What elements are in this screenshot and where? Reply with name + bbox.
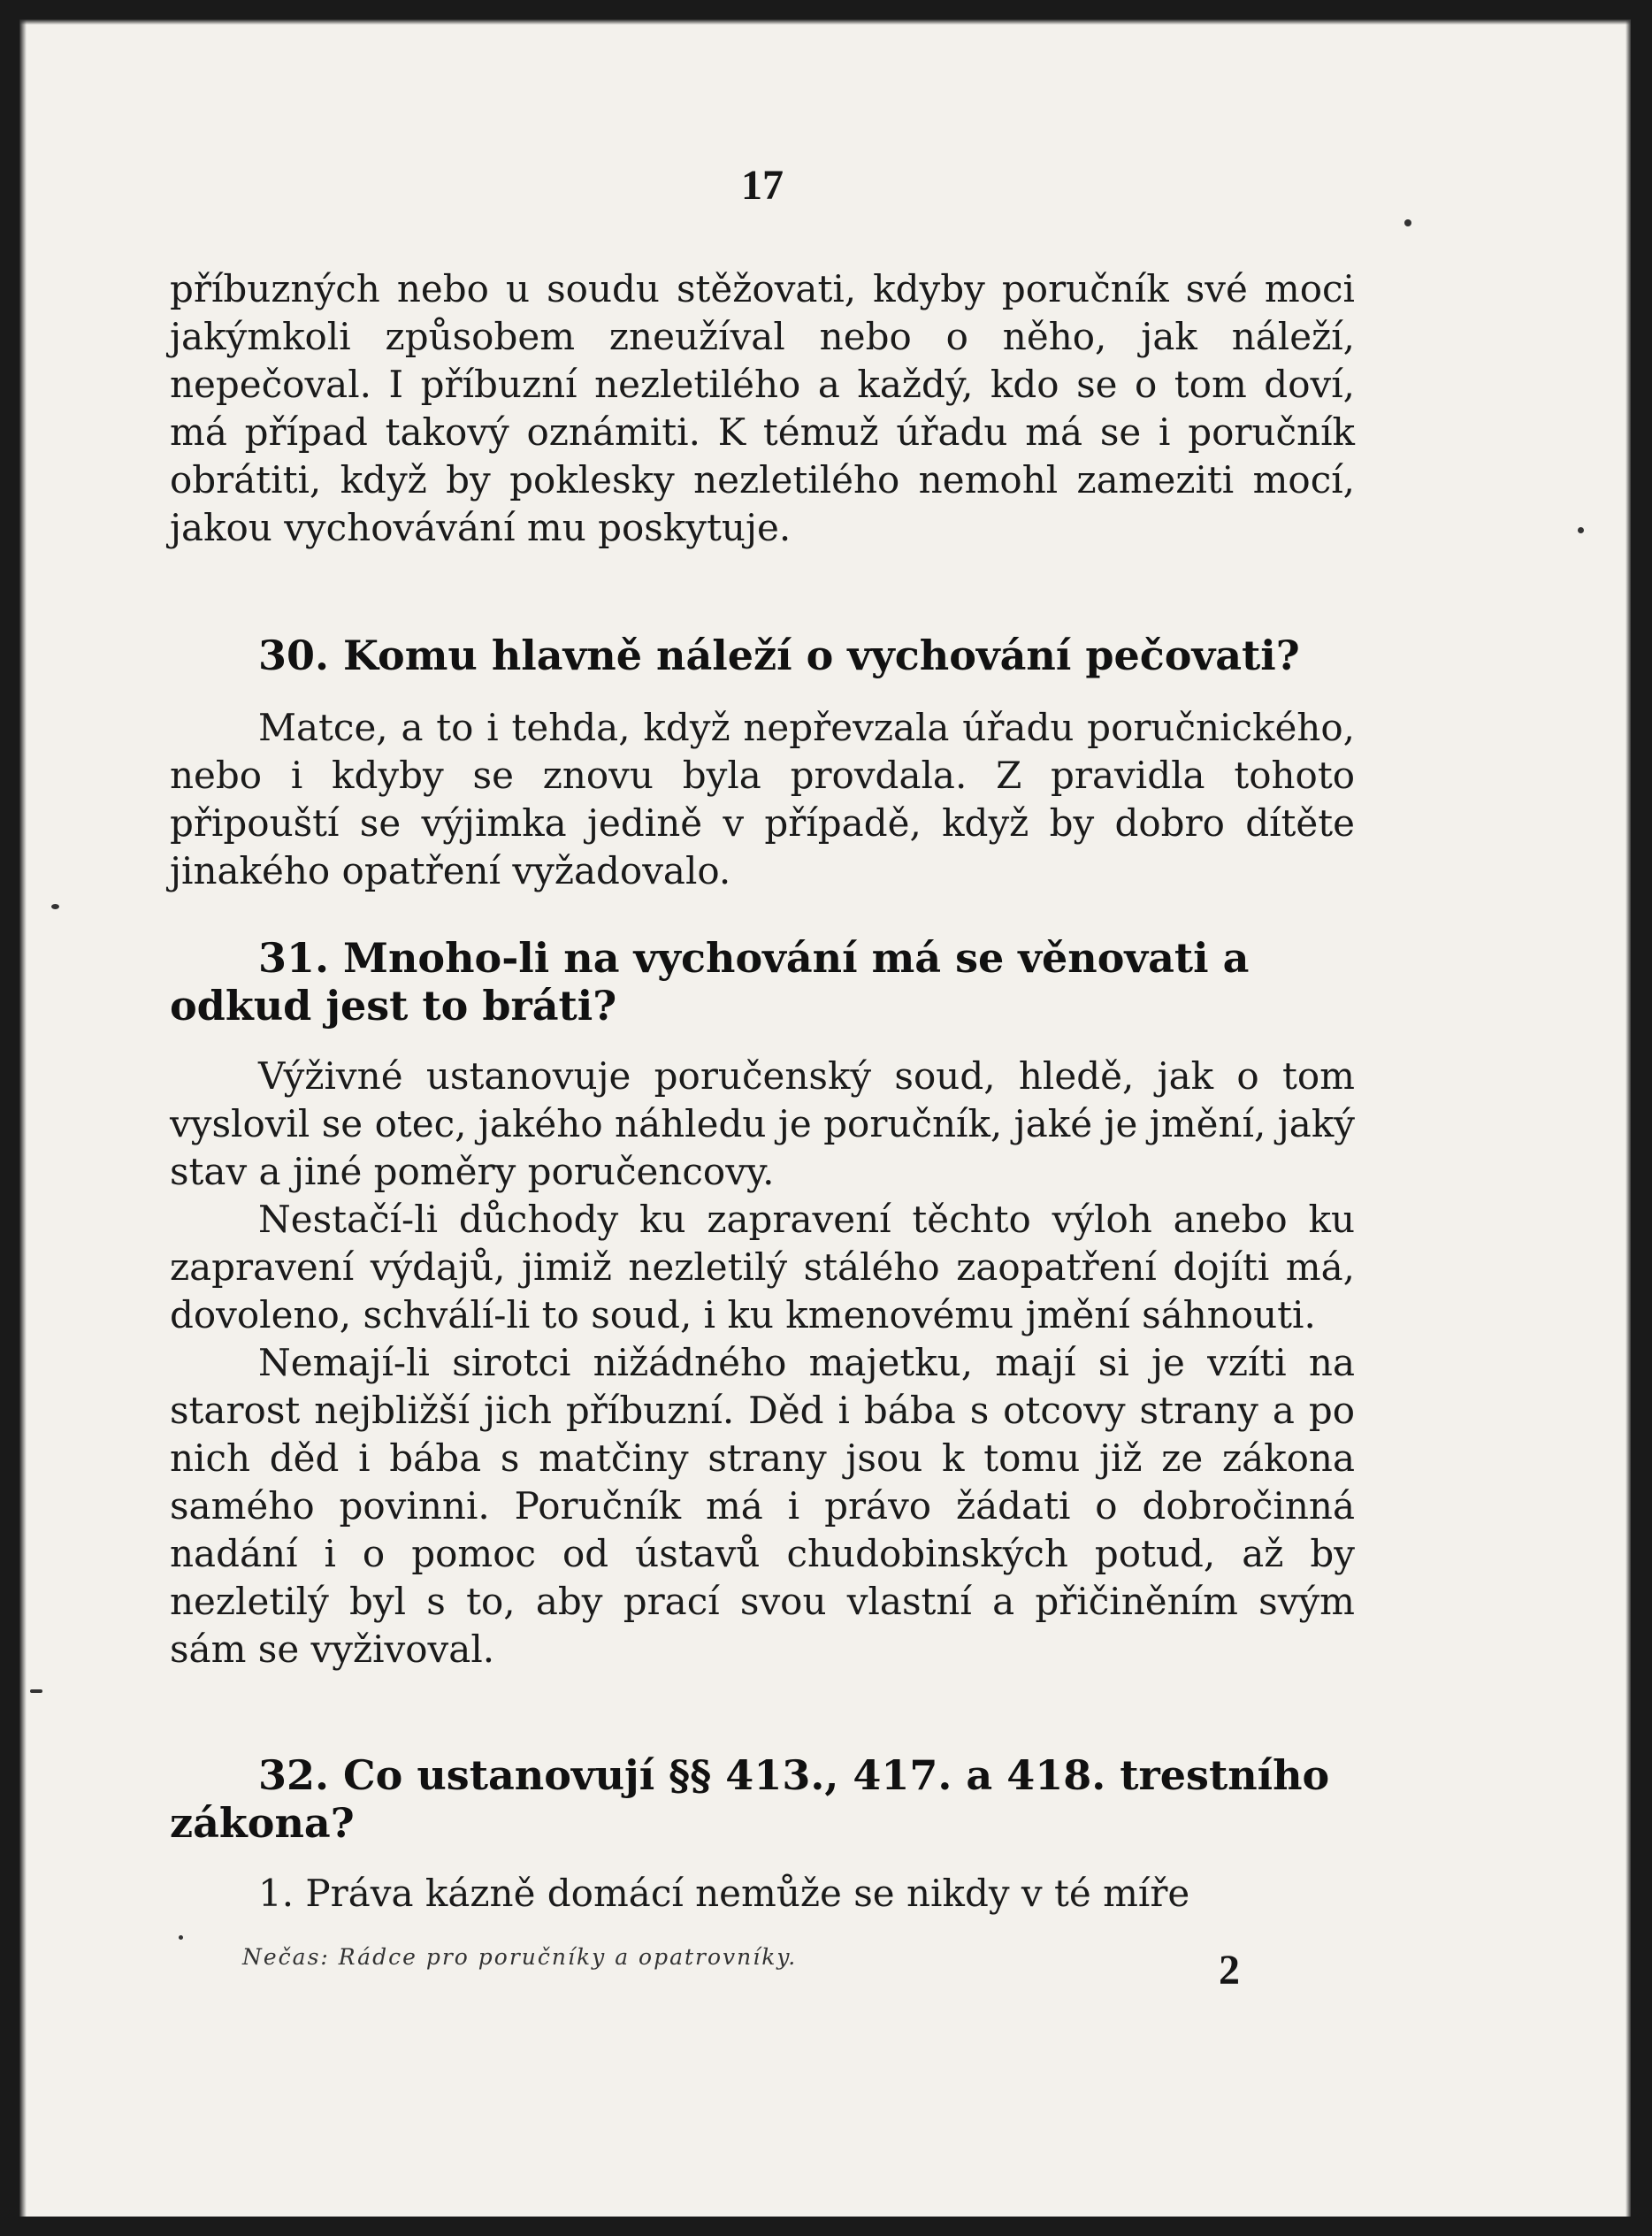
question-32-answer [170,1870,1355,1918]
question-30-answer-text: Matce, a to i tehda, když nepřevzala úřadu poručnického, nebo i kdyby se znovu byla provdala. Z pravidla tohoto připouští se výjimka jedině v případě, když by dobro dítěte jinakého opatření vyžadovalo. [170,706,1355,892]
continuation-text: příbuzných nebo u soudu stěžovati, kdyby poručník své moci jakýmkoli způsobem zneužíval nebo o něho, jak náleží, nepečoval. I příbuzní nezletilého a každý, kdo se o tom doví, má případ takový oznámiti. K témuž úřadu má se i poručník obrátiti, když by poklesky nezletilého nemohl zameziti mocí, jakou vychovávání mu poskytuje. [170,267,1355,549]
question-31-paragraph-3: Nemají-li sirotci nižádného majetku, mají si je vzíti na starost nejbližší jich příbuzní. Děd i bába s otcovy strany a po nich děd i bába s matčiny strany jsou k tomu již ze zákona samého povinni. Poručník má i právo žádati o dobročinná nadání i o pomoc od ústavů chudobinských potud, až by nezletilý byl s to, aby prací svou vlastní a přičiněním svým sám se vyživoval. [170,1341,1355,1671]
question-32-number: 32. [258,1751,330,1799]
ink-speck [179,1935,183,1940]
signature-mark: 2 [1219,1947,1240,1994]
continuation-paragraph [170,265,1355,552]
question-32-heading [170,1751,1355,1847]
ink-speck [30,1689,42,1693]
question-32-first-line: 1. Práva kázně domácí nemůže se nikdy v té míře [258,1872,1190,1915]
question-31-paragraph-2: Nestačí-li důchody ku zapravení těchto výloh anebo ku zapravení výdajů, jimiž nezletilý stálého zaopatření dojíti má, dovoleno, schválí-li to soud, i ku kmenovému jmění sáhnouti. [170,1198,1355,1336]
ink-speck [1578,527,1584,533]
question-31-answer [170,1053,1355,1673]
question-31-title: Mnoho-li na vychování má se věnovati a odkud jest to bráti? [170,934,1250,1030]
question-30-number: 30. [258,632,330,679]
question-31-heading [170,934,1355,1030]
book-page [19,19,1631,2217]
question-30-answer [170,704,1355,895]
page-top-shadow [19,19,1631,25]
ink-speck [51,904,59,909]
page-number: 17 [741,162,784,209]
question-30-title: Komu hlavně náleží o vychování pečovati? [343,632,1300,679]
question-30-heading [170,632,1355,679]
page-right-shadow [1625,19,1631,2217]
page-left-shadow [19,19,27,2217]
question-32-title: Co ustanovují §§ 413., 417. a 418. trestního zákona? [170,1751,1330,1847]
question-31-number: 31. [258,934,330,982]
ink-speck [1404,219,1411,226]
question-31-paragraph-1: Výživné ustanovuje poručenský soud, hledě, jak o tom vyslovil se otec, jakého náhledu je poručník, jaké je jmění, jaký stav a jiné poměry poručencovy. [170,1054,1355,1193]
running-footer: Nečas: Rádce pro poručníky a opatrovníky. [242,1944,798,1970]
